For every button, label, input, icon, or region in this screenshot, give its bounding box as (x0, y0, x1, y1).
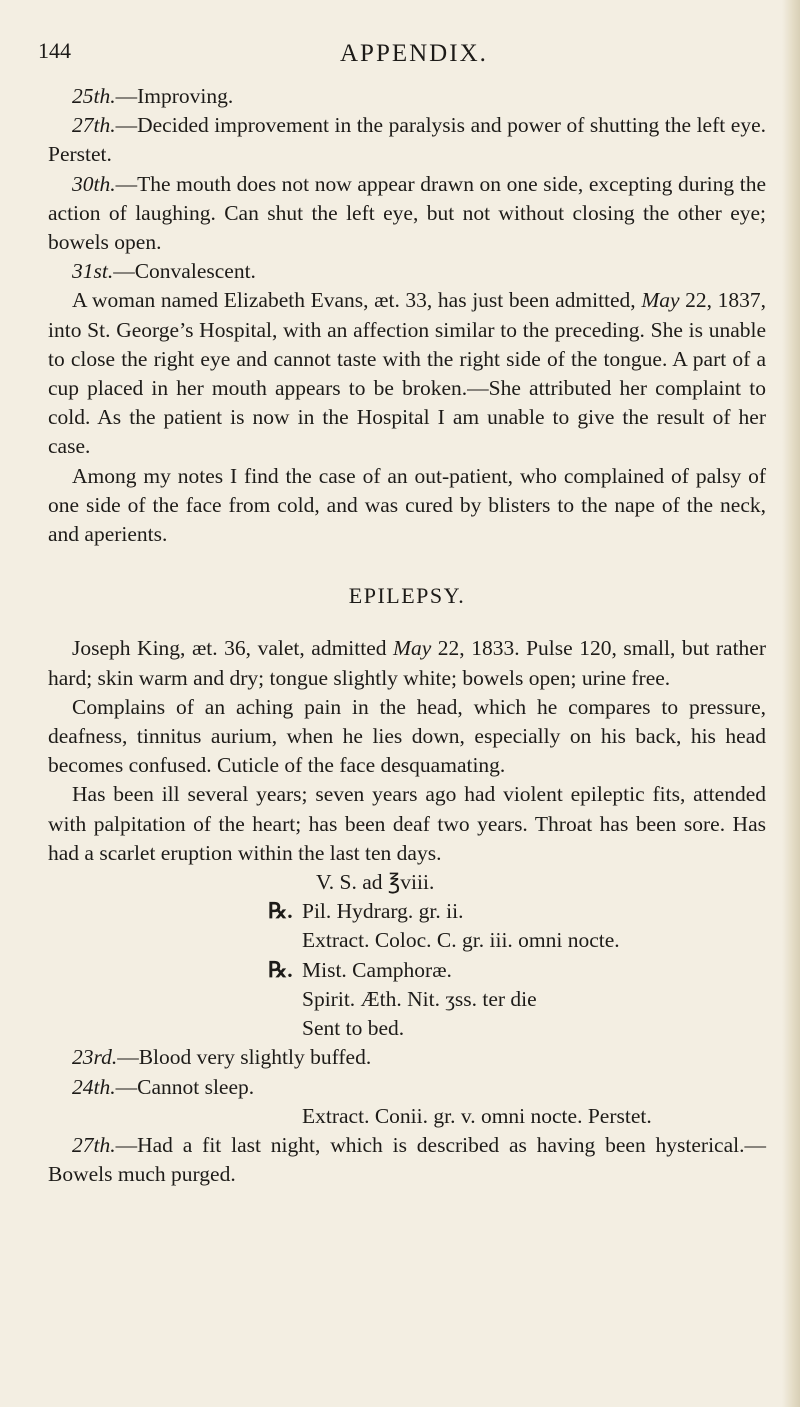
case-intro (48, 634, 766, 692)
entry-23rd (48, 1043, 766, 1072)
entry-date: 24th. (72, 1074, 116, 1099)
entry-date: 31st. (72, 259, 114, 284)
prescription-1-line-2: Extract. Coloc. C. gr. iii. omni nocte. (302, 928, 620, 953)
entry-27th-fit (48, 1131, 766, 1189)
page-body (48, 82, 766, 1189)
paragraph-date: May (641, 288, 680, 313)
entry-date: 27th. (72, 113, 116, 138)
prescription-2-line-3: Sent to bed. (302, 1016, 405, 1041)
entry-text: —Improving. (115, 84, 234, 108)
page-header (0, 38, 800, 78)
paragraph-out-patient (48, 462, 766, 550)
prescription-text: Mist. Camphoræ. (302, 957, 452, 982)
case-complaints: Complains of an aching pain in the head, which he compares to pressure, deafness, tinnitus aurium, when he lies down, especially on his back, his head becomes confused. Cuticle of the face desquamating. (48, 694, 766, 778)
section-heading: EPILEPSY. (348, 583, 466, 609)
recipe-symbol: ℞. (268, 899, 293, 924)
paragraph-text: Among my notes I find the case of an out-patient, who complained of palsy of one side of the face from cold, and was cured by blisters to the nape of the neck, and aperients. (48, 463, 766, 547)
prescription-1-line-1 (48, 897, 766, 926)
entry-25th (48, 82, 766, 111)
page-edge-shadow (782, 0, 800, 1407)
entry-date: 30th. (72, 171, 116, 196)
prescription-2-line-2: Spirit. Æth. Nit. ʒss. ter die (302, 986, 537, 1011)
entry-31st (48, 257, 766, 286)
entry-text: —The mouth does not now appear drawn on one side, excepting during the action of laughing. Can shut the left eye, but not without closing the other eye; bowels open. (48, 171, 766, 255)
entry-text: —Blood very slightly buffed. (117, 1045, 372, 1070)
entry-24th-prescription: Extract. Conii. gr. v. omni nocte. Perstet. (302, 1103, 652, 1128)
paragraph-text-pre: A woman named Elizabeth Evans, æt. 33, has just been admitted, (72, 288, 642, 313)
venesection-line: V. S. ad ℥viii. (316, 870, 435, 895)
entry-date: 27th. (72, 1132, 116, 1157)
case-intro-post: 22, 1833. Pulse 120, small, but rather hard; skin warm and dry; tongue slightly white; bowels open; urine free. (48, 636, 766, 690)
entry-text: —Decided improvement in the paralysis and power of shutting the left eye. Perstet. (48, 113, 766, 167)
entry-24th (48, 1073, 766, 1102)
entry-text: —Cannot sleep. (115, 1074, 255, 1099)
entry-30th (48, 170, 766, 258)
page-number: 144 (38, 38, 71, 63)
prescription-2-line-1 (48, 956, 766, 985)
entry-text: —Convalescent. (113, 259, 256, 284)
case-intro-pre: Joseph King, æt. 36, valet, admitted (72, 636, 394, 661)
entry-text: —Had a fit last night, which is described as having been hysterical.—Bowels much purged. (48, 1132, 766, 1187)
case-intro-date: May (393, 636, 432, 661)
running-head: APPENDIX. (340, 40, 488, 67)
entry-date: 23rd. (72, 1045, 118, 1070)
entry-date: 25th. (72, 84, 116, 108)
paragraph-text: 22, 1837, into St. George’s Hospital, with an affection similar to the preceding. She is unable to close the right eye and cannot taste with the right side of the tongue. A part of a cup placed in her mouth appears to be broken.—She attributed her complaint to cold. As the patient is now in the Hospital I am unable to give the result of her case. (48, 288, 766, 459)
recipe-symbol: ℞. (268, 957, 293, 982)
paragraph-elizabeth-evans (48, 286, 766, 461)
entry-27th (48, 111, 766, 169)
case-history: Has been ill several years; seven years ago had violent epileptic fits, attended with palpitation of the heart; has been deaf two years. Throat has been sore. Has had a scarlet eruption within the last ten days. (48, 782, 766, 865)
prescription-text: Pil. Hydrarg. gr. ii. (302, 899, 464, 924)
